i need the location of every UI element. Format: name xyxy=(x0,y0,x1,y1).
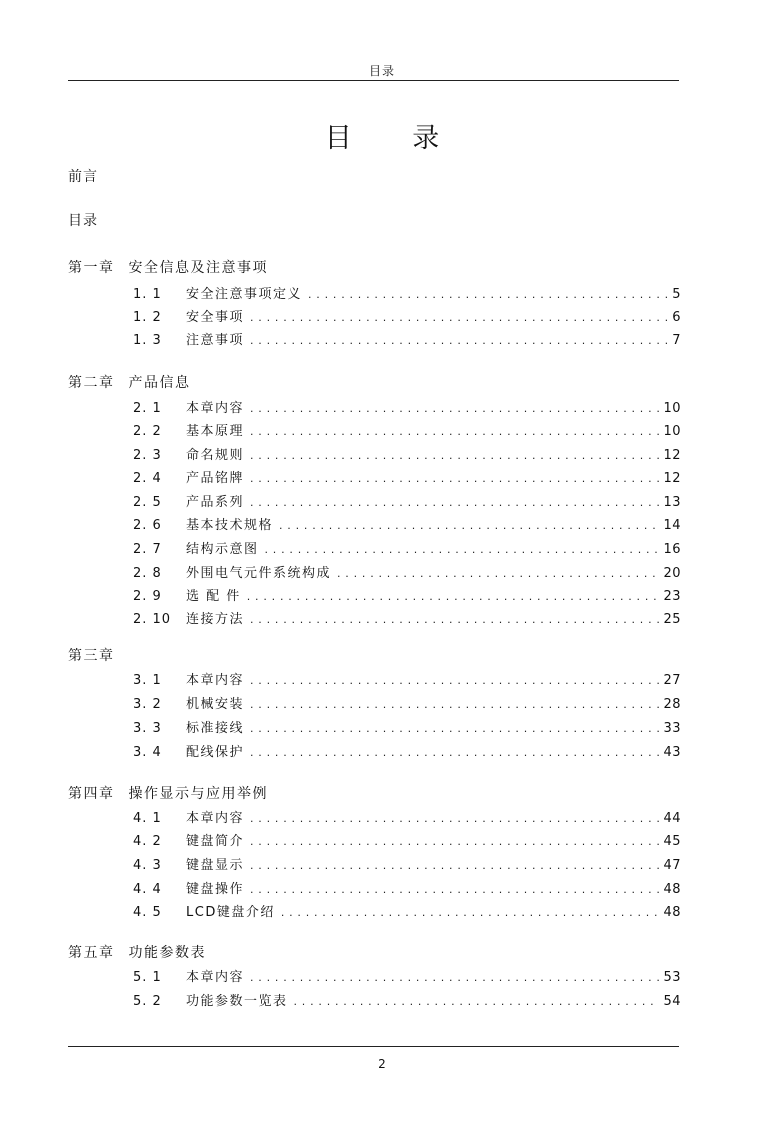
entry-number: 4. 4 xyxy=(133,882,162,897)
entry-number: 2. 10 xyxy=(133,612,172,627)
entry-number: 4. 3 xyxy=(133,858,162,873)
entry-page: 23 xyxy=(663,589,681,604)
entry-number: 3. 3 xyxy=(133,721,162,736)
entry-title: 本章内容 xyxy=(186,673,245,688)
dot-leader xyxy=(250,835,659,848)
entry-number: 2. 6 xyxy=(133,518,162,533)
entry-number: 2. 8 xyxy=(133,566,162,581)
entry-number: 4. 1 xyxy=(133,811,162,826)
entry-title: 结构示意图 xyxy=(186,542,259,557)
toc-entry[interactable] xyxy=(133,514,681,532)
toc-contents[interactable]: 目录 xyxy=(68,213,98,229)
entry-page: 6 xyxy=(672,310,681,325)
entry-page: 33 xyxy=(663,721,681,736)
toc-entry[interactable] xyxy=(133,878,681,896)
entry-page: 5 xyxy=(672,287,681,302)
dot-leader xyxy=(308,288,668,301)
dot-leader xyxy=(250,674,659,687)
entry-title: 安全事项 xyxy=(186,310,245,325)
entry-title: 安全注意事项定义 xyxy=(186,287,303,302)
entry-title: 配线保护 xyxy=(186,745,245,760)
chapter-label: 第五章 xyxy=(68,945,115,961)
toc-entry[interactable] xyxy=(133,693,681,711)
entry-title: 标准接线 xyxy=(186,721,245,736)
page-number: 2 xyxy=(378,1057,386,1071)
chapter-heading[interactable] xyxy=(68,257,268,277)
toc-entry[interactable] xyxy=(133,491,681,509)
dot-leader xyxy=(250,613,659,626)
footer-rule xyxy=(68,1046,679,1047)
chapter-label: 第三章 xyxy=(68,648,115,664)
chapter-heading[interactable] xyxy=(68,783,268,803)
dot-leader xyxy=(337,567,659,580)
toc-entry[interactable] xyxy=(133,467,681,485)
entry-number: 2. 9 xyxy=(133,589,162,604)
toc-entry[interactable] xyxy=(133,990,681,1008)
entry-title: 基本技术规格 xyxy=(186,518,274,533)
entry-title: 产品系列 xyxy=(186,495,245,510)
chapter-title: 安全信息及注意事项 xyxy=(128,260,268,276)
entry-page: 7 xyxy=(672,333,681,348)
entry-number: 5. 1 xyxy=(133,970,162,985)
entry-page: 14 xyxy=(663,518,681,533)
toc-entry[interactable] xyxy=(133,306,681,324)
dot-leader xyxy=(250,425,659,438)
toc-entry[interactable] xyxy=(133,717,681,735)
toc-entry[interactable] xyxy=(133,444,681,462)
entry-page: 45 xyxy=(663,834,681,849)
entry-number: 2. 3 xyxy=(133,448,162,463)
chapter-heading[interactable] xyxy=(68,942,206,962)
dot-leader xyxy=(250,859,659,872)
entry-number: 2. 1 xyxy=(133,401,162,416)
entry-title: 注意事项 xyxy=(186,333,245,348)
toc-entry[interactable] xyxy=(133,901,681,919)
entry-number: 4. 5 xyxy=(133,905,162,920)
entry-number: 2. 7 xyxy=(133,542,162,557)
entry-title: LCD键盘介绍 xyxy=(186,905,275,920)
chapter-heading[interactable] xyxy=(68,645,129,665)
entry-number: 3. 4 xyxy=(133,745,162,760)
entry-title: 键盘简介 xyxy=(186,834,245,849)
entry-title: 本章内容 xyxy=(186,401,245,416)
entry-page: 25 xyxy=(663,612,681,627)
running-head: 目录 xyxy=(368,64,395,78)
dot-leader xyxy=(250,449,659,462)
page-title: 目 录 xyxy=(324,123,466,154)
entry-page: 12 xyxy=(663,448,681,463)
entry-title: 命名规则 xyxy=(186,448,245,463)
chapter-title: 功能参数表 xyxy=(128,945,206,961)
entry-number: 1. 2 xyxy=(133,310,162,325)
entry-number: 5. 2 xyxy=(133,994,162,1009)
chapter-label: 第四章 xyxy=(68,786,115,802)
dot-leader xyxy=(294,995,660,1008)
entry-number: 3. 2 xyxy=(133,697,162,712)
entry-title: 基本原理 xyxy=(186,424,245,439)
dot-leader xyxy=(250,883,659,896)
chapter-label: 第一章 xyxy=(68,260,115,276)
entry-title: 本章内容 xyxy=(186,970,245,985)
toc-entry[interactable] xyxy=(133,669,681,687)
toc-entry[interactable] xyxy=(133,283,681,301)
chapter-title: 产品信息 xyxy=(128,375,191,391)
entry-title: 外围电气元件系统构成 xyxy=(186,566,332,581)
entry-number: 2. 2 xyxy=(133,424,162,439)
entry-title: 功能参数一览表 xyxy=(186,994,288,1009)
entry-page: 44 xyxy=(663,811,681,826)
entry-number: 1. 1 xyxy=(133,287,162,302)
dot-leader xyxy=(250,311,668,324)
dot-leader xyxy=(250,472,659,485)
dot-leader xyxy=(247,590,660,603)
dot-leader xyxy=(279,519,659,532)
dot-leader xyxy=(250,746,659,759)
entry-page: 13 xyxy=(663,495,681,510)
entry-page: 48 xyxy=(663,882,681,897)
toc-entry[interactable] xyxy=(133,397,681,415)
entry-page: 10 xyxy=(663,401,681,416)
toc-entry[interactable] xyxy=(133,608,681,626)
entry-number: 4. 2 xyxy=(133,834,162,849)
dot-leader xyxy=(250,496,659,509)
entry-page: 27 xyxy=(663,673,681,688)
dot-leader xyxy=(250,971,659,984)
entry-page: 12 xyxy=(663,471,681,486)
toc-entry[interactable] xyxy=(133,562,681,580)
entry-page: 10 xyxy=(663,424,681,439)
dot-leader xyxy=(250,812,659,825)
toc-entry[interactable] xyxy=(133,854,681,872)
dot-leader xyxy=(250,698,659,711)
dot-leader xyxy=(250,722,659,735)
toc-entry[interactable] xyxy=(133,329,681,347)
toc-entry[interactable] xyxy=(133,807,681,825)
toc-entry[interactable] xyxy=(133,741,681,759)
entry-page: 20 xyxy=(663,566,681,581)
toc-entry[interactable] xyxy=(133,966,681,984)
entry-page: 28 xyxy=(663,697,681,712)
dot-leader xyxy=(265,543,660,556)
dot-leader xyxy=(250,402,659,415)
toc-entry[interactable] xyxy=(133,585,681,603)
toc-entry[interactable] xyxy=(133,830,681,848)
entry-number: 3. 1 xyxy=(133,673,162,688)
entry-page: 48 xyxy=(663,905,681,920)
entry-page: 53 xyxy=(663,970,681,985)
dot-leader xyxy=(250,334,668,347)
entry-number: 2. 4 xyxy=(133,471,162,486)
header-rule xyxy=(68,80,679,81)
entry-page: 47 xyxy=(663,858,681,873)
entry-title: 键盘操作 xyxy=(186,882,245,897)
chapter-label: 第二章 xyxy=(68,375,115,391)
entry-page: 54 xyxy=(663,994,681,1009)
toc-entry[interactable] xyxy=(133,420,681,438)
entry-page: 43 xyxy=(663,745,681,760)
entry-page: 16 xyxy=(663,542,681,557)
entry-number: 2. 5 xyxy=(133,495,162,510)
toc-preface[interactable]: 前言 xyxy=(68,169,98,185)
entry-title: 连接方法 xyxy=(186,612,245,627)
entry-title: 产品铭牌 xyxy=(186,471,245,486)
entry-title: 机械安装 xyxy=(186,697,245,712)
entry-title: 键盘显示 xyxy=(186,858,245,873)
chapter-title: 操作显示与应用举例 xyxy=(128,786,268,802)
entry-title: 本章内容 xyxy=(186,811,245,826)
entry-number: 1. 3 xyxy=(133,333,162,348)
toc-entry[interactable] xyxy=(133,538,681,556)
dot-leader xyxy=(281,906,660,919)
entry-title: 选 配 件 xyxy=(186,589,241,604)
chapter-heading[interactable] xyxy=(68,372,191,392)
